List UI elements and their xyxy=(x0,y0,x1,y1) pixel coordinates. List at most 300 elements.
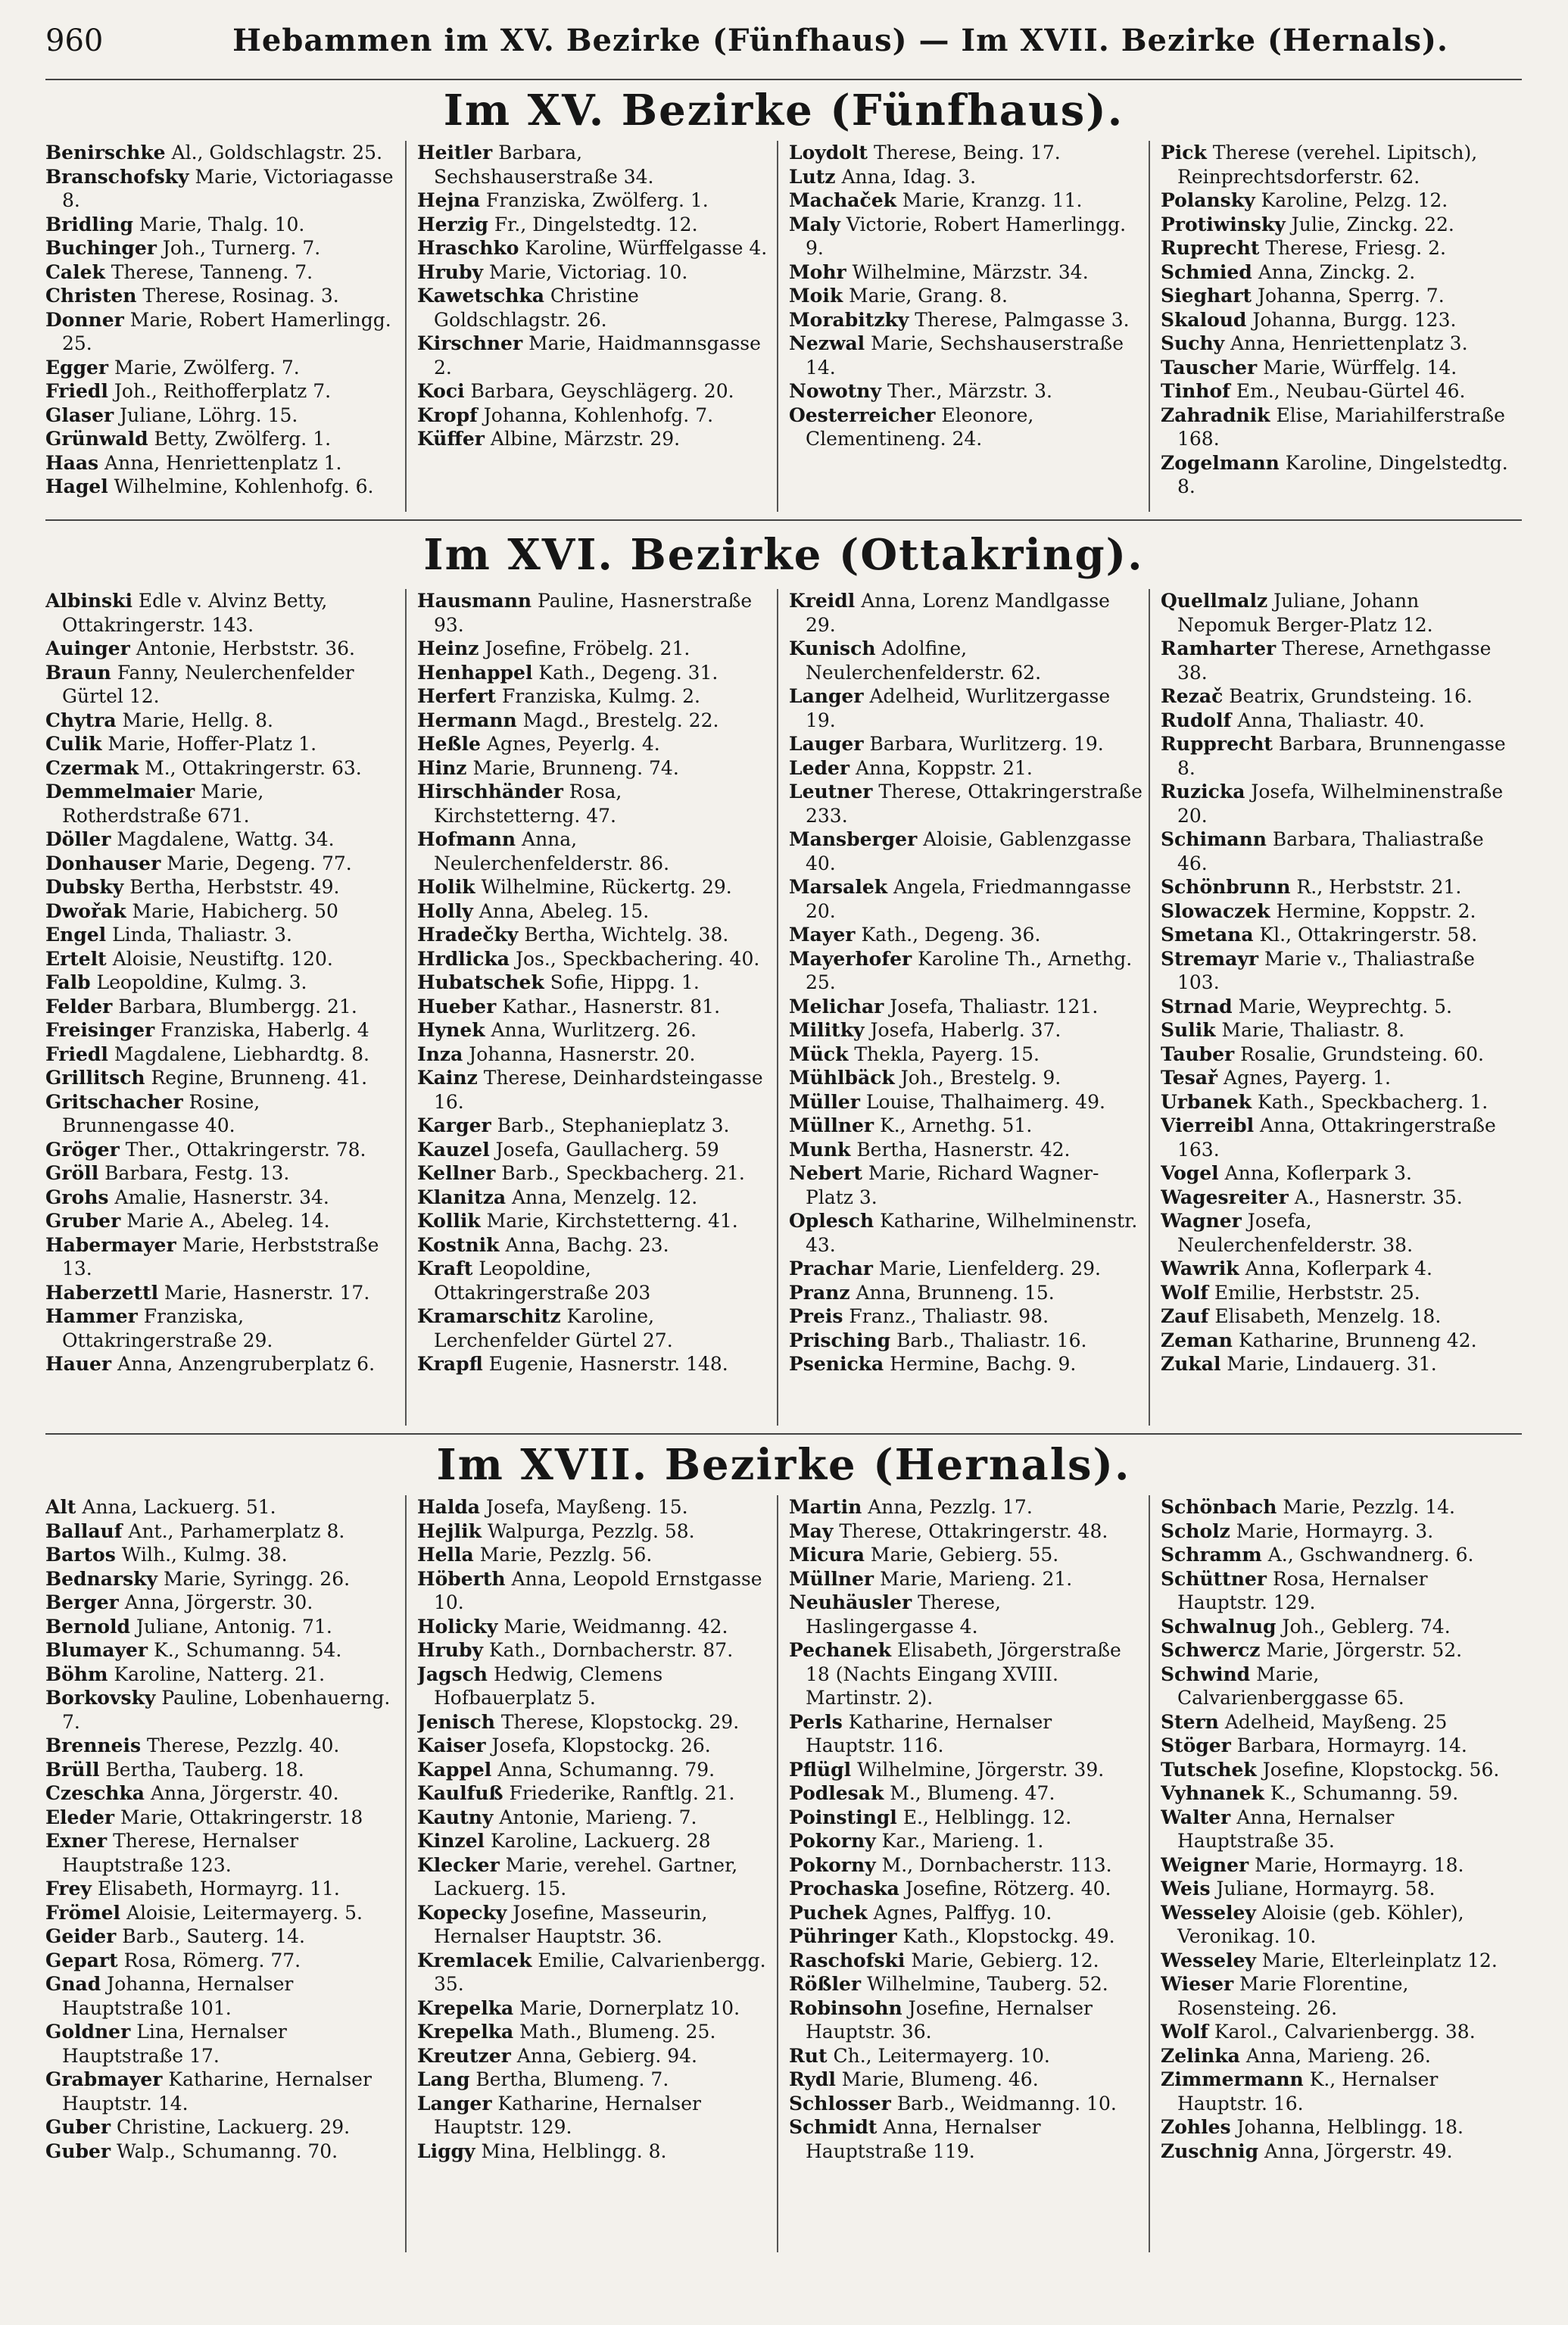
midwife-entry xyxy=(45,141,399,165)
midwife-surname: Stremayr xyxy=(1161,947,1259,970)
midwife-details: M., Ottakringerstr. 63. xyxy=(145,756,362,779)
column xyxy=(45,589,407,1426)
midwife-details: Barb., Sauterg. 14. xyxy=(122,1925,305,1947)
midwife-details: Therese, Tanneng. 7. xyxy=(111,260,313,283)
midwife-details: Marie, Thaliastr. 8. xyxy=(1221,1019,1405,1041)
midwife-entry xyxy=(45,1043,399,1067)
midwife-details: Kath., Speckbacherg. 1. xyxy=(1258,1090,1489,1113)
midwife-details: Marie, Haidmannsgasse 2. xyxy=(434,332,761,379)
midwife-surname: Holicky xyxy=(417,1615,498,1638)
midwife-details: Albine, Märzstr. 29. xyxy=(490,428,681,450)
midwife-surname: Puchek xyxy=(789,1901,868,1924)
midwife-surname: Inza xyxy=(417,1043,463,1065)
midwife-entry xyxy=(45,2020,399,2068)
midwife-entry xyxy=(1161,1615,1516,1639)
midwife-surname: Hruby xyxy=(417,1639,483,1661)
midwife-entry xyxy=(417,427,771,451)
midwife-entry xyxy=(789,189,1142,213)
midwife-surname: Ruprecht xyxy=(1161,237,1260,259)
midwife-details: Franziska, Zwölferg. 1. xyxy=(485,189,709,211)
midwife-entry xyxy=(1161,1018,1516,1043)
midwife-details: Marie, Hormayrg. 18. xyxy=(1255,1853,1464,1876)
midwife-details: Therese, Klopstockg. 29. xyxy=(500,1710,740,1733)
midwife-details: Johanna, Hasnerstr. 20. xyxy=(469,1043,696,1065)
midwife-surname: Kramarschitz xyxy=(417,1305,561,1327)
midwife-entry xyxy=(45,947,399,971)
midwife-entry xyxy=(417,213,771,237)
midwife-surname: Robinsohn xyxy=(789,1996,902,2019)
midwife-surname: Prisching xyxy=(789,1329,891,1351)
midwife-surname: Hejlik xyxy=(417,1519,482,1542)
midwife-surname: Zahradnik xyxy=(1161,404,1270,426)
midwife-surname: Hubatschek xyxy=(417,971,544,993)
midwife-details: Wilhelmine, Rückertg. 29. xyxy=(481,876,732,898)
midwife-entry xyxy=(417,1114,771,1138)
midwife-details: Anna, Koppstr. 21. xyxy=(856,756,1033,779)
midwife-details: Juliane, Antonig. 71. xyxy=(136,1615,332,1638)
midwife-details: A., Hasnerstr. 35. xyxy=(1294,1186,1463,1208)
midwife-entry xyxy=(45,1806,399,1830)
midwife-entry xyxy=(1161,1329,1516,1353)
midwife-surname: Hofmann xyxy=(417,828,516,850)
midwife-details: Marie, Weidmanng. 42. xyxy=(503,1615,728,1638)
midwife-entry xyxy=(45,1567,399,1591)
midwife-details: Anna, Koflerpark 3. xyxy=(1224,1162,1412,1184)
midwife-surname: Kauzel xyxy=(417,1138,490,1161)
midwife-entry xyxy=(417,1257,771,1304)
midwife-details: Juliane, Hormayrg. 58. xyxy=(1216,1878,1436,1900)
midwife-details: Johanna, Helblingg. 18. xyxy=(1236,2116,1464,2138)
section-columns xyxy=(45,141,1522,512)
midwife-entry xyxy=(1161,284,1516,308)
midwife-details: Johanna, Kohlenhofg. 7. xyxy=(483,404,714,426)
district-section xyxy=(45,80,1522,521)
midwife-surname: Rezač xyxy=(1161,685,1224,707)
midwife-entry xyxy=(45,1663,399,1687)
midwife-surname: Böhm xyxy=(45,1663,108,1685)
midwife-entry xyxy=(789,1972,1142,1996)
midwife-surname: Ertelt xyxy=(45,947,107,970)
midwife-entry xyxy=(45,1638,399,1663)
midwife-details: Amalie, Hasnerstr. 34. xyxy=(114,1186,329,1208)
midwife-surname: Schwalnug xyxy=(1161,1615,1277,1638)
midwife-surname: Polansky xyxy=(1161,189,1255,211)
midwife-surname: Scholz xyxy=(1161,1519,1230,1542)
midwife-details: Katharine, Wilhelminenstr. 43. xyxy=(806,1210,1138,1256)
midwife-entry xyxy=(45,923,399,947)
midwife-details: Therese (verehel. Lipitsch), Reinprechtsdorferstr. 62. xyxy=(1177,142,1478,188)
midwife-surname: Schlosser xyxy=(789,2092,891,2115)
midwife-details: Marie, Herbststraße 13. xyxy=(62,1233,379,1279)
midwife-details: Marie, Marieng. 21. xyxy=(880,1567,1073,1590)
midwife-surname: Hraschko xyxy=(417,237,519,259)
midwife-entry xyxy=(417,637,771,661)
midwife-surname: Dwořak xyxy=(45,899,126,922)
midwife-entry xyxy=(789,2092,1142,2116)
midwife-entry xyxy=(417,404,771,428)
midwife-details: Friederike, Ranftlg. 21. xyxy=(509,1782,735,1804)
midwife-surname: Zukal xyxy=(1161,1353,1221,1375)
midwife-surname: Weis xyxy=(1161,1878,1211,1900)
midwife-entry xyxy=(1161,1877,1516,1901)
midwife-entry xyxy=(45,1495,399,1519)
midwife-entry xyxy=(1161,404,1516,451)
midwife-entry xyxy=(1161,2115,1516,2140)
midwife-details: Josefine, Klopstockg. 56. xyxy=(1262,1758,1500,1781)
midwife-surname: Oesterreicher xyxy=(789,404,936,426)
midwife-surname: Falb xyxy=(45,971,91,993)
midwife-surname: Psenicka xyxy=(789,1353,884,1375)
midwife-surname: Hauer xyxy=(45,1353,112,1375)
midwife-entry xyxy=(789,1877,1142,1901)
midwife-surname: Perls xyxy=(789,1710,843,1733)
midwife-entry xyxy=(417,1495,771,1519)
midwife-surname: Goldner xyxy=(45,2021,131,2043)
midwife-details: Johanna, Hernalser Hauptstraße 101. xyxy=(62,1973,294,2019)
midwife-surname: Kreidl xyxy=(789,590,856,612)
midwife-entry xyxy=(417,1781,771,1806)
midwife-surname: Wolf xyxy=(1161,1281,1208,1304)
midwife-details: Barb., Weidmanng. 10. xyxy=(896,2092,1117,2115)
midwife-entry xyxy=(1161,1901,1516,1949)
midwife-entry xyxy=(789,1138,1142,1162)
midwife-surname: Mayer xyxy=(789,924,856,946)
midwife-details: Rosa, Römerg. 77. xyxy=(123,1949,301,1971)
midwife-entry xyxy=(45,1281,399,1305)
midwife-surname: Felder xyxy=(45,995,113,1018)
midwife-details: Katharine, Hernalser Hauptstr. 14. xyxy=(62,2068,372,2115)
column xyxy=(417,1495,778,2252)
midwife-details: Fr., Dingelstedtg. 12. xyxy=(494,213,698,235)
section-title: Im XV. Bezirke (Fünfhaus). xyxy=(443,86,1124,136)
midwife-entry xyxy=(1161,1090,1516,1114)
midwife-entry xyxy=(1161,1114,1516,1161)
midwife-entry xyxy=(789,1758,1142,1782)
midwife-entry xyxy=(45,475,399,499)
midwife-details: Marie, verehel. Gartner, Lackuerg. 15. xyxy=(434,1853,738,1900)
midwife-surname: Leutner xyxy=(789,781,873,803)
midwife-details: Marie, Hormayrg. 3. xyxy=(1236,1519,1434,1542)
column xyxy=(45,1495,407,2252)
midwife-surname: Sulik xyxy=(1161,1019,1216,1041)
midwife-details: Josefa, Thaliastr. 121. xyxy=(890,995,1099,1018)
midwife-surname: Höberth xyxy=(417,1567,506,1590)
midwife-details: Wilhelmine, Kohlenhofg. 6. xyxy=(114,475,374,497)
midwife-details: Anna, Marieng. 26. xyxy=(1245,2044,1431,2067)
midwife-surname: Friedl xyxy=(45,1043,108,1065)
midwife-details: Barbara, Hormayrg. 14. xyxy=(1236,1734,1467,1756)
midwife-entry xyxy=(417,2020,771,2044)
midwife-details: Barbara, Festg. 13. xyxy=(104,1162,290,1184)
midwife-entry xyxy=(417,1233,771,1258)
midwife-surname: Kautny xyxy=(417,1806,494,1828)
midwife-entry xyxy=(45,1829,399,1877)
midwife-details: Anna, Pezzlg. 17. xyxy=(868,1496,1033,1518)
midwife-entry xyxy=(1161,1972,1516,2020)
midwife-details: Hermine, Koppstr. 2. xyxy=(1276,899,1476,922)
midwife-details: Victorie, Robert Hamerlingg. 9. xyxy=(806,213,1127,259)
midwife-entry xyxy=(1161,1043,1516,1067)
midwife-details: Walp., Schumanng. 70. xyxy=(117,2140,338,2162)
midwife-surname: Habermayer xyxy=(45,1233,176,1256)
midwife-surname: Rudolf xyxy=(1161,709,1232,731)
midwife-details: Hermine, Bachg. 9. xyxy=(890,1353,1077,1375)
midwife-entry xyxy=(45,1901,399,1925)
midwife-details: Thekla, Payerg. 15. xyxy=(854,1043,1040,1065)
midwife-surname: Quellmalz xyxy=(1161,590,1268,612)
midwife-details: Marie, Sechshauserstraße 14. xyxy=(806,332,1124,379)
midwife-surname: Zohles xyxy=(1161,2116,1231,2138)
midwife-details: Marie, Degeng. 77. xyxy=(167,852,352,874)
midwife-surname: Mück xyxy=(789,1043,849,1065)
midwife-entry xyxy=(45,780,399,827)
midwife-surname: Mayerhofer xyxy=(789,947,912,970)
midwife-entry xyxy=(45,1686,399,1734)
midwife-surname: Nezwal xyxy=(789,332,865,354)
midwife-surname: Vogel xyxy=(1161,1162,1219,1184)
midwife-entry xyxy=(789,1352,1142,1376)
midwife-entry xyxy=(45,404,399,428)
midwife-details: Josefa, Haberlg. 37. xyxy=(870,1019,1061,1041)
midwife-surname: Nebert xyxy=(789,1162,862,1184)
midwife-surname: Skaloud xyxy=(1161,308,1247,331)
midwife-details: Marie, Richard Wagner-Platz 3. xyxy=(806,1162,1099,1208)
midwife-entry xyxy=(45,756,399,781)
midwife-entry xyxy=(417,332,771,379)
midwife-entry xyxy=(417,1209,771,1233)
midwife-entry xyxy=(417,1066,771,1114)
midwife-entry xyxy=(45,356,399,380)
midwife-surname: Küffer xyxy=(417,428,485,450)
midwife-entry xyxy=(789,1591,1142,1638)
midwife-details: Ther., Märzstr. 3. xyxy=(887,380,1053,402)
midwife-surname: Preis xyxy=(789,1305,843,1327)
midwife-details: Anna, Lackuerg. 51. xyxy=(82,1496,276,1518)
midwife-surname: Mohr xyxy=(789,260,846,283)
midwife-entry xyxy=(45,637,399,661)
midwife-surname: Martin xyxy=(789,1496,862,1518)
midwife-details: Josefa, Gaullacherg. 59 xyxy=(495,1138,719,1161)
midwife-surname: Stern xyxy=(1161,1710,1219,1733)
midwife-surname: Zeman xyxy=(1161,1329,1233,1351)
midwife-details: Mina, Helblingg. 8. xyxy=(481,2140,667,2162)
midwife-details: K., Schumanng. 59. xyxy=(1270,1782,1459,1804)
midwife-details: Anna, Anzengruberplatz 6. xyxy=(117,1353,376,1375)
midwife-details: Adolfine, Neulerchenfelderstr. 62. xyxy=(806,637,1042,684)
midwife-entry xyxy=(789,1519,1142,1544)
midwife-entry xyxy=(45,236,399,260)
midwife-surname: Zogelmann xyxy=(1161,451,1280,474)
midwife-details: Linda, Thaliastr. 3. xyxy=(112,924,292,946)
midwife-surname: Kopecky xyxy=(417,1901,507,1924)
column xyxy=(1161,589,1522,1426)
midwife-entry xyxy=(417,1161,771,1186)
midwife-surname: Lutz xyxy=(789,165,836,188)
midwife-details: Pauline, Lobenhauerng. 7. xyxy=(62,1687,391,1733)
midwife-entry xyxy=(789,684,1142,732)
section-title: Im XVII. Bezirke (Hernals). xyxy=(436,1440,1131,1490)
midwife-entry xyxy=(417,2068,771,2092)
midwife-entry xyxy=(1161,875,1516,899)
midwife-surname: Bernold xyxy=(45,1615,131,1638)
midwife-surname: Czeschka xyxy=(45,1782,145,1804)
midwife-surname: Kropf xyxy=(417,404,478,426)
midwife-entry xyxy=(417,923,771,947)
midwife-details: Johanna, Burgg. 123. xyxy=(1252,308,1457,331)
midwife-surname: Machaček xyxy=(789,189,896,211)
midwife-details: Anna, Henriettenplatz 3. xyxy=(1230,332,1468,354)
midwife-details: Katharine, Brunneng 42. xyxy=(1238,1329,1477,1351)
midwife-surname: Herzig xyxy=(417,213,488,235)
midwife-entry xyxy=(789,827,1142,875)
midwife-details: Marie, Zwölferg. 7. xyxy=(114,356,300,379)
midwife-surname: Koci xyxy=(417,380,465,402)
midwife-entry xyxy=(1161,923,1516,947)
midwife-entry xyxy=(1161,899,1516,924)
midwife-entry xyxy=(789,404,1142,451)
midwife-entry xyxy=(1161,236,1516,260)
midwife-surname: Slowaczek xyxy=(1161,899,1270,922)
midwife-details: Marie, Hoffer-Platz 1. xyxy=(108,733,317,755)
column xyxy=(1161,1495,1522,2252)
midwife-entry xyxy=(417,1734,771,1758)
midwife-details: K., Arnethg. 51. xyxy=(880,1114,1033,1136)
midwife-details: Jos., Speckbachering. 40. xyxy=(515,947,760,970)
midwife-details: Anna, Jörgerstr. 49. xyxy=(1264,2140,1453,2162)
midwife-surname: Pick xyxy=(1161,142,1207,164)
midwife-entry xyxy=(417,1758,771,1782)
midwife-surname: Schönbrunn xyxy=(1161,876,1291,898)
midwife-surname: Holly xyxy=(417,899,473,922)
midwife-surname: Kinzel xyxy=(417,1830,485,1852)
midwife-entry xyxy=(45,1519,399,1544)
midwife-details: Regine, Brunneng. 41. xyxy=(151,1067,368,1089)
midwife-entry xyxy=(789,1638,1142,1710)
midwife-surname: Tinhof xyxy=(1161,380,1230,402)
midwife-surname: Walter xyxy=(1161,1806,1231,1828)
midwife-details: Elise, Mariahilferstraße 168. xyxy=(1177,404,1505,450)
column xyxy=(417,589,778,1426)
midwife-surname: Ruzicka xyxy=(1161,781,1245,803)
midwife-details: Marie, Elterleinplatz 12. xyxy=(1261,1949,1498,1971)
midwife-surname: Pokorny xyxy=(789,1830,876,1852)
midwife-entry xyxy=(417,189,771,213)
midwife-details: A., Gschwandnerg. 6. xyxy=(1267,1544,1474,1566)
midwife-entry xyxy=(45,260,399,285)
column xyxy=(789,141,1150,512)
midwife-surname: Krepelka xyxy=(417,1996,514,2019)
midwife-entry xyxy=(1161,1352,1516,1376)
midwife-entry xyxy=(789,1543,1142,1567)
midwife-details: Kath., Klopstockg. 49. xyxy=(902,1925,1115,1947)
midwife-entry xyxy=(417,589,771,637)
midwife-surname: Krapfl xyxy=(417,1353,483,1375)
midwife-entry xyxy=(1161,637,1516,684)
midwife-surname: Schüttner xyxy=(1161,1567,1267,1590)
midwife-entry xyxy=(45,2115,399,2140)
midwife-details: Marie, Jörgerstr. 52. xyxy=(1266,1639,1463,1661)
midwife-details: Wilhelmine, Tauberg. 52. xyxy=(866,1973,1108,1995)
midwife-details: M., Dornbacherstr. 113. xyxy=(881,1853,1112,1876)
midwife-details: Agnes, Payerg. 1. xyxy=(1224,1067,1391,1089)
midwife-details: Katharine, Hernalser Hauptstr. 116. xyxy=(806,1710,1052,1756)
midwife-details: Anna, Menzelg. 12. xyxy=(512,1186,698,1208)
midwife-entry xyxy=(417,732,771,756)
midwife-entry xyxy=(45,1949,399,1973)
midwife-surname: Berger xyxy=(45,1591,119,1613)
midwife-details: Bertha, Herbststr. 49. xyxy=(129,876,340,898)
midwife-surname: Benirschke xyxy=(45,142,166,164)
midwife-details: Therese, Hernalser Hauptstraße 123. xyxy=(62,1830,299,1876)
midwife-details: Marie, Victoriagasse 8. xyxy=(62,165,394,211)
midwife-entry xyxy=(45,427,399,451)
midwife-details: Marie, Kirchstetterng. 41. xyxy=(486,1210,738,1232)
midwife-entry xyxy=(789,213,1142,260)
midwife-surname: Culik xyxy=(45,733,102,755)
midwife-details: Ther., Ottakringerstr. 78. xyxy=(125,1138,366,1161)
midwife-details: Elisabeth, Jörgerstraße 18 (Nachts Eingang XVIII. Martinstr. 2). xyxy=(806,1639,1121,1709)
midwife-entry xyxy=(1161,780,1516,827)
midwife-details: Therese, Palmgasse 3. xyxy=(915,308,1130,331)
midwife-details: Marie, Würffelg. 14. xyxy=(1263,356,1457,379)
midwife-entry xyxy=(789,923,1142,947)
midwife-entry xyxy=(789,1304,1142,1329)
midwife-details: Johanna, Sperrg. 7. xyxy=(1258,285,1445,307)
running-title: Hebammen im XV. Bezirke (Fünfhaus) — Im XVII. Bezirke (Hernals). xyxy=(232,23,1448,58)
midwife-details: Bertha, Hasnerstr. 42. xyxy=(856,1138,1071,1161)
midwife-details: Betty, Zwölferg. 1. xyxy=(154,428,332,450)
midwife-surname: Kraft xyxy=(417,1258,473,1279)
midwife-entry xyxy=(45,827,399,852)
midwife-surname: Demmelmaier xyxy=(45,781,195,803)
midwife-entry xyxy=(789,1114,1142,1138)
midwife-surname: Kainz xyxy=(417,1067,478,1089)
midwife-surname: Müllner xyxy=(789,1114,874,1136)
midwife-surname: Poinstingl xyxy=(789,1806,897,1828)
column xyxy=(1161,141,1522,512)
midwife-details: Lina, Hernalser Hauptstraße 17. xyxy=(62,2021,287,2067)
midwife-details: Barbara, Blumbergg. 21. xyxy=(118,995,357,1018)
midwife-details: Therese, Being. 17. xyxy=(873,142,1061,164)
midwife-surname: Bartos xyxy=(45,1544,116,1566)
midwife-entry xyxy=(1161,260,1516,285)
midwife-details: Antonie, Marieng. 7. xyxy=(499,1806,697,1828)
midwife-details: Marie, Hellg. 8. xyxy=(122,709,273,731)
midwife-entry xyxy=(45,589,399,637)
midwife-surname: Kawetschka xyxy=(417,285,544,307)
midwife-details: Antonie, Herbststr. 36. xyxy=(136,637,355,659)
midwife-entry xyxy=(45,1209,399,1233)
midwife-entry xyxy=(417,236,771,260)
midwife-details: Therese, Deinhardsteingasse 16. xyxy=(434,1067,763,1113)
midwife-entry xyxy=(789,1043,1142,1067)
midwife-surname: Friedl xyxy=(45,380,108,402)
midwife-details: Bertha, Tauberg. 18. xyxy=(105,1758,304,1781)
midwife-entry xyxy=(45,2140,399,2164)
midwife-details: Barbara, Thaliastraße 46. xyxy=(1177,828,1484,874)
midwife-entry xyxy=(1161,1638,1516,1663)
midwife-surname: Heitler xyxy=(417,142,493,164)
midwife-details: Beatrix, Grundsteing. 16. xyxy=(1229,685,1473,707)
midwife-details: Joh., Turnerg. 7. xyxy=(162,237,321,259)
midwife-entry xyxy=(1161,1710,1516,1734)
midwife-surname: Hynek xyxy=(417,1019,485,1041)
midwife-surname: Rößler xyxy=(789,1973,862,1995)
midwife-entry xyxy=(45,1925,399,1949)
midwife-entry xyxy=(789,165,1142,189)
midwife-details: Anna, Schumanng. 79. xyxy=(497,1758,715,1781)
midwife-entry xyxy=(45,308,399,356)
